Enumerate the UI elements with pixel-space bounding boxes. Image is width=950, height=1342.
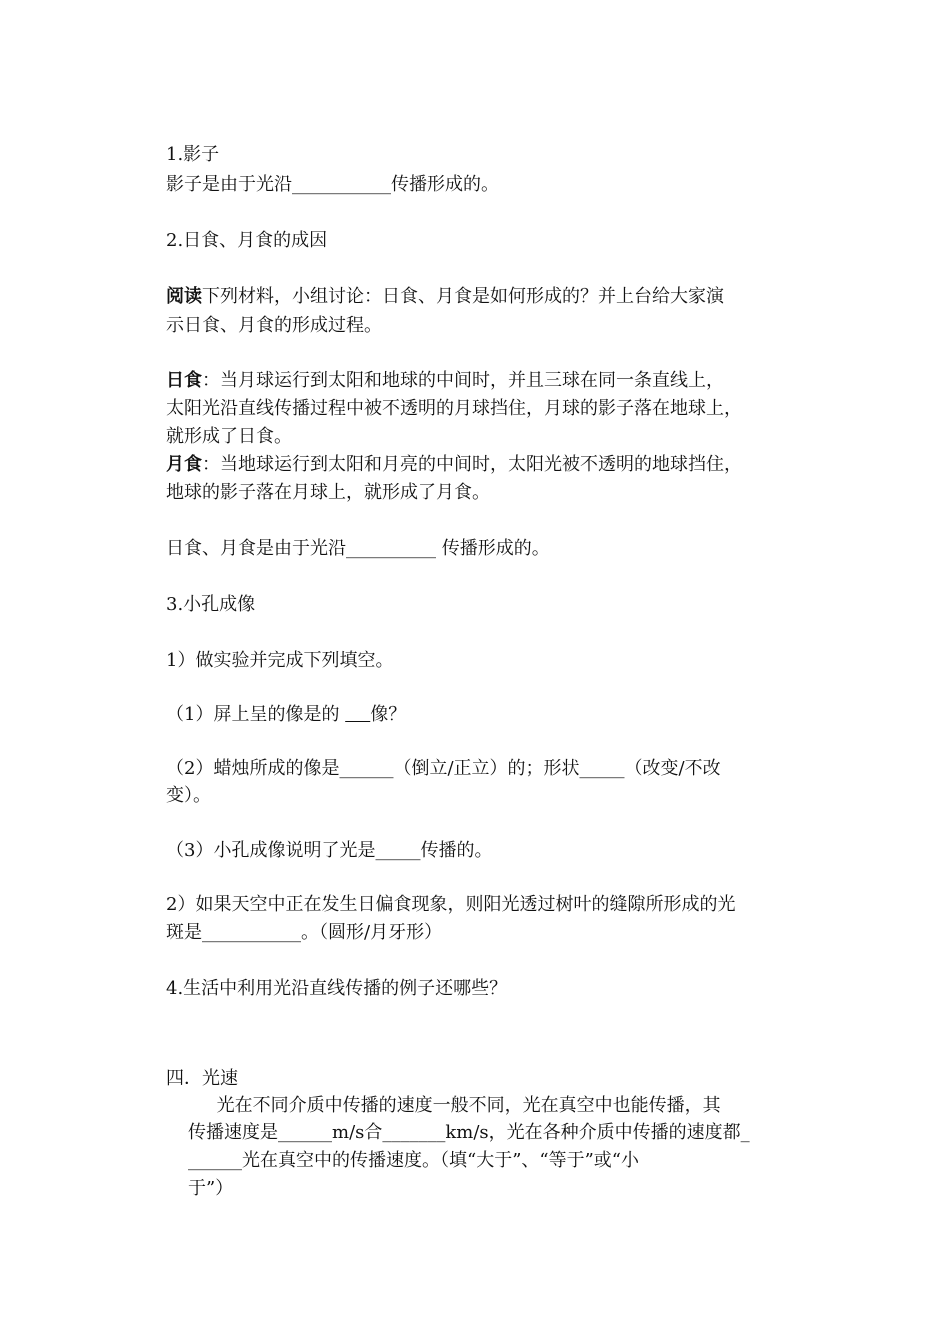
question-3: （3）小孔成像说明了光是_____传播的。 [166,840,493,861]
solar-eclipse-line-1 [166,368,724,394]
reading-line-1 [166,284,724,310]
section-5-heading: 四．光速 [166,1068,238,1089]
experiment-intro: 1）做实验并完成下列填空。 [166,650,394,671]
lunar-eclipse-line-2: 地球的影子落在月球上，就形成了月食。 [166,482,490,503]
solar-eclipse-text-1: ：当月球运行到太阳和地球的中间时，并且三球在同一条直线上， [202,370,724,391]
shadow-fill-line: 影子是由于光沿___________传播形成的。 [166,174,499,195]
light-speed-line-2: 传播速度是______m/s合_______km/s，光在各种介质中传播的速度都_ [188,1122,750,1143]
question-1-text: （1）屏上呈的像是的 [166,704,346,725]
lunar-eclipse-line-1 [166,452,742,478]
solar-eclipse-line-3: 就形成了日食。 [166,426,292,447]
lunar-eclipse-text-1: ：当地球运行到太阳和月亮的中间时，太阳光被不透明的地球挡住， [202,454,742,475]
question-2-line-1: （2）蜡烛所成的像是______（倒立/正立）的；形状_____（改变/不改 [166,758,721,779]
partial-eclipse-line-2: 斑是___________。（圆形/月牙形） [166,922,443,943]
section-1-heading: 1.影子 [166,144,220,165]
reading-text-1: 下列材料，小组讨论：日食、月食是如何形成的？并上台给大家演 [202,286,724,307]
eclipse-fill-line: 日食、月食是由于光沿__________ 传播形成的。 [166,538,550,559]
question-1-suffix: 像？ [370,704,407,725]
light-speed-line-1: 光在不同介质中传播的速度一般不同，光在真空中也能传播，其 [188,1095,721,1116]
solar-eclipse-label: 日食 [166,370,202,391]
partial-eclipse-line-1: 2）如果天空中正在发生日偏食现象，则阳光透过树叶的缝隙所形成的光 [166,894,736,915]
solar-eclipse-line-2: 太阳光沿直线传播过程中被不透明的月球挡住，月球的影子落在地球上， [166,398,742,419]
question-1-blank [345,704,370,725]
question-1 [166,702,406,728]
section-3-heading: 3.小孔成像 [166,594,256,615]
light-speed-line-4: 于”） [188,1178,234,1199]
section-4-heading: 4.生活中利用光沿直线传播的例子还哪些？ [166,978,508,999]
reading-label: 阅读 [166,286,202,307]
section-2-heading: 2.日食、月食的成因 [166,230,328,251]
question-2-line-2: 变）。 [166,785,211,806]
lunar-eclipse-label: 月食 [166,454,202,475]
reading-line-2: 示日食、月食的形成过程。 [166,315,382,336]
light-speed-line-3: ______光在真空中的传播速度。（填“大于”、“等于”或“小 [188,1150,640,1171]
